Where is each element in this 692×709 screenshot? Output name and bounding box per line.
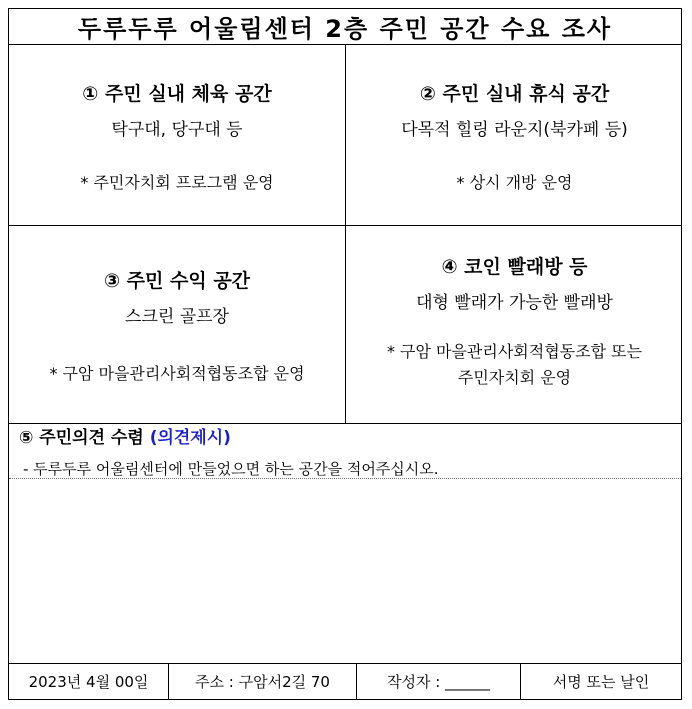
option-heading: ① 주민 실내 체육 공간 bbox=[82, 83, 272, 105]
option-description: 다목적 힐링 라운지(북카페 등) bbox=[401, 120, 628, 140]
option-note-line2: 주민자치회 운영 bbox=[457, 368, 572, 387]
option-cell-2[interactable] bbox=[346, 45, 683, 225]
option-note-line1: * 구암 마을관리사회적협동조합 또는 bbox=[386, 342, 643, 361]
option-description: 대형 빨래가 가능한 빨래방 bbox=[416, 293, 613, 313]
survey-form bbox=[8, 8, 682, 700]
option-cell-4[interactable] bbox=[346, 226, 683, 423]
option-cell-3[interactable] bbox=[9, 226, 345, 423]
opinion-heading-highlight: (의견제시) bbox=[149, 428, 231, 448]
opinion-instruction: - 두루두루 어울림센터에 만들었으면 하는 공간을 적어주십시오. bbox=[23, 460, 439, 478]
footer-date: 2023년 4월 00일 bbox=[9, 664, 169, 699]
option-heading: ④ 코인 빨래방 등 bbox=[441, 256, 588, 278]
option-heading: ② 주민 실내 휴식 공간 bbox=[419, 83, 610, 105]
footer-author-field[interactable]: 작성자 : ______ bbox=[357, 664, 521, 699]
footer-row bbox=[9, 663, 681, 699]
opinion-answer-area[interactable] bbox=[9, 479, 681, 663]
option-cell-1[interactable] bbox=[9, 45, 345, 225]
option-heading: ③ 주민 수익 공간 bbox=[103, 270, 251, 292]
option-description: 탁구대, 당구대 등 bbox=[111, 120, 243, 140]
option-note: * 주민자치회 프로그램 운영 bbox=[80, 173, 274, 192]
footer-address: 주소 : 구암서2길 70 bbox=[169, 664, 357, 699]
option-note: * 구암 마을관리사회적협동조합 운영 bbox=[49, 364, 305, 383]
footer-signature[interactable]: 서명 또는 날인 bbox=[552, 673, 650, 691]
option-note: * 상시 개방 운영 bbox=[456, 173, 573, 192]
opinion-heading bbox=[19, 423, 231, 448]
opinion-heading-text: ⑤ 주민의견 수렴 bbox=[19, 428, 144, 448]
option-description: 스크린 골프장 bbox=[125, 307, 229, 327]
page-title: 두루두루 어울림센터 2층 주민 공간 수요 조사 bbox=[9, 9, 681, 45]
